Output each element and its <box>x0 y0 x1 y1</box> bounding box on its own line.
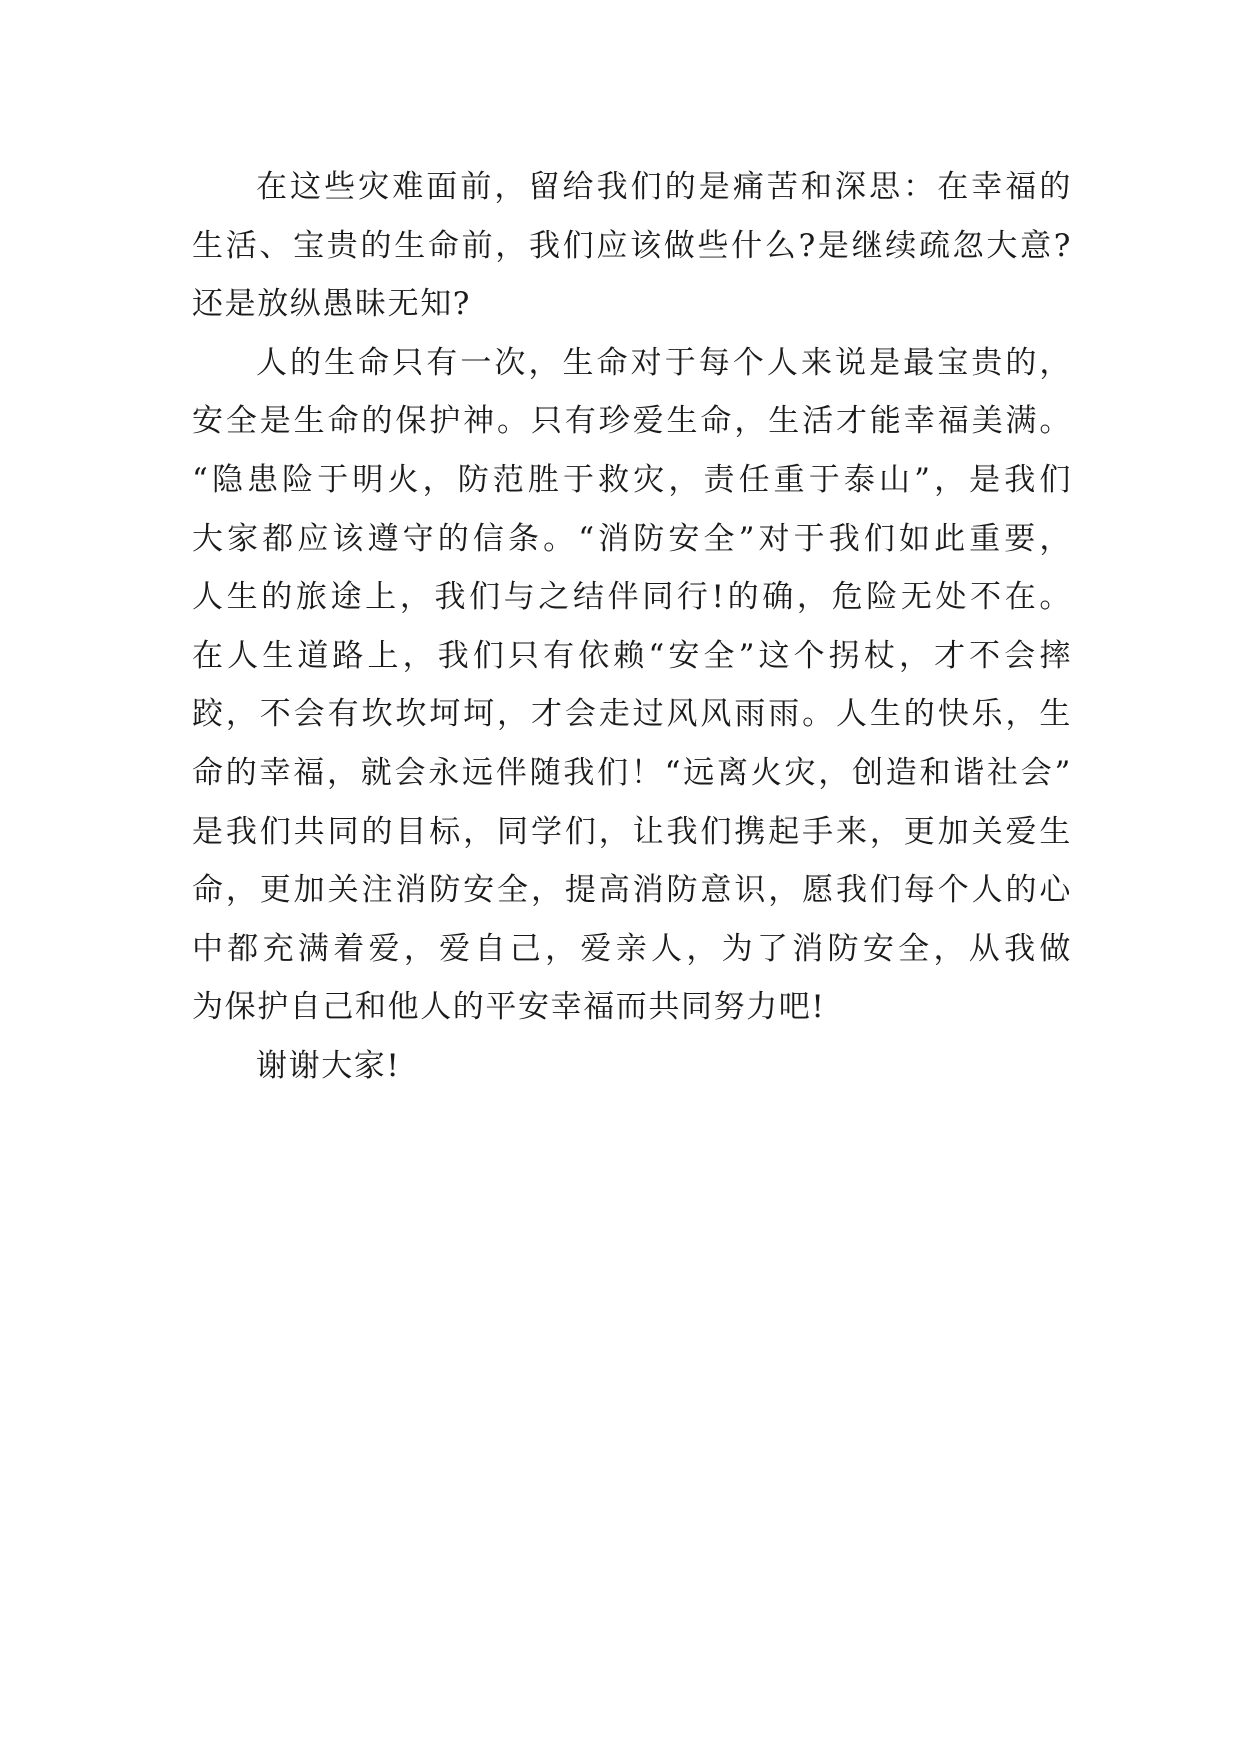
text-line: 在人生道路上，我们只有依赖“安全”这个拐杖，才不会摔 <box>192 637 1072 674</box>
text-line: 还是放纵愚昧无知? <box>192 286 472 323</box>
text-line: 谢谢大家! <box>256 1047 401 1084</box>
document-body <box>192 158 1072 1096</box>
text-line: 为保护自己和他人的平安幸福而共同努力吧! <box>192 989 826 1026</box>
text-line: 跤，不会有坎坎坷坷，才会走过风风雨雨。人生的快乐，生 <box>192 696 1072 733</box>
paragraph-closing-thanks <box>192 1037 1072 1096</box>
text-line: 中都充满着爱，爱自己，爱亲人，为了消防安全，从我做 <box>192 930 1072 967</box>
text-line: 在这些灾难面前，留给我们的是痛苦和深思：在幸福的 <box>256 169 1072 205</box>
text-line: 人生的旅途上，我们与之结伴同行!的确，危险无处不在。 <box>192 579 1072 616</box>
text-line: “隐患险于明火，防范胜于救灾，责任重于泰山”，是我们 <box>192 461 1072 498</box>
text-line: 生活、宝贵的生命前，我们应该做些什么?是继续疏忽大意? <box>192 227 1072 264</box>
text-line: 是我们共同的目标，同学们，让我们携起手来，更加关爱生 <box>192 813 1072 850</box>
text-line: 大家都应该遵守的信条。“消防安全”对于我们如此重要， <box>192 520 1072 557</box>
text-line: 人的生命只有一次，生命对于每个人来说是最宝贵的， <box>256 344 1072 381</box>
paragraph-disaster-reflection <box>192 158 1072 334</box>
paragraph-safety-message <box>192 334 1072 1037</box>
text-line: 安全是生命的保护神。只有珍爱生命，生活才能幸福美满。 <box>192 403 1072 440</box>
text-line: 命，更加关注消防安全，提高消防意识，愿我们每个人的心 <box>192 872 1072 909</box>
text-line: 命的幸福，就会永远伴随我们！“远离火灾，创造和谐社会” <box>192 754 1072 791</box>
